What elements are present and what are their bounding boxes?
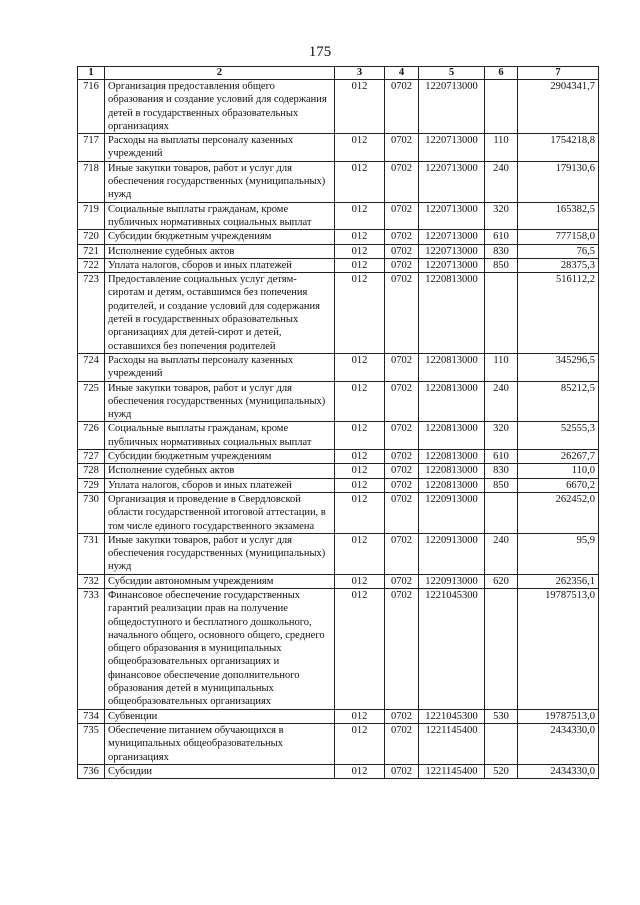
row-target-code: 1220813000 — [419, 353, 485, 381]
row-ministry-code: 012 — [335, 244, 385, 258]
row-expense-type — [485, 588, 518, 709]
header-row — [78, 67, 599, 80]
row-ministry-code: 012 — [335, 723, 385, 764]
row-expense-type — [485, 492, 518, 533]
table-row — [78, 381, 599, 422]
row-target-code: 1220713000 — [419, 258, 485, 272]
row-amount: 2434330,0 — [518, 723, 599, 764]
row-ministry-code: 012 — [335, 353, 385, 381]
row-target-code: 1220913000 — [419, 533, 485, 574]
row-section-code: 0702 — [385, 244, 419, 258]
row-name: Расходы на выплаты персоналу казенных учреждений — [105, 353, 335, 381]
row-expense-type: 240 — [485, 381, 518, 422]
row-section-code: 0702 — [385, 80, 419, 134]
row-section-code: 0702 — [385, 273, 419, 354]
row-name: Социальные выплаты гражданам, кроме публичных нормативных социальных выплат — [105, 422, 335, 450]
row-number: 724 — [78, 353, 105, 381]
row-section-code: 0702 — [385, 764, 419, 778]
row-target-code: 1220813000 — [419, 422, 485, 450]
table-row — [78, 450, 599, 464]
row-number: 735 — [78, 723, 105, 764]
row-ministry-code: 012 — [335, 450, 385, 464]
row-number: 723 — [78, 273, 105, 354]
row-target-code: 1220713000 — [419, 80, 485, 134]
row-section-code: 0702 — [385, 134, 419, 162]
table-row — [78, 588, 599, 709]
row-name: Финансовое обеспечение государственных гарантий реализации прав на получение общедоступного и бесплатного дошкольного, начального общего, основного общего, среднего общего образования в муниципальных общеобразовательных организациях и финансовое обеспечение дополнительного образования детей в муниципальных общеобразовательных организациях — [105, 588, 335, 709]
row-section-code: 0702 — [385, 588, 419, 709]
row-number: 731 — [78, 533, 105, 574]
row-ministry-code: 012 — [335, 588, 385, 709]
row-expense-type: 320 — [485, 202, 518, 230]
row-section-code: 0702 — [385, 574, 419, 588]
row-target-code: 1221145400 — [419, 723, 485, 764]
row-number: 734 — [78, 709, 105, 723]
row-amount: 110,0 — [518, 464, 599, 478]
row-amount: 2434330,0 — [518, 764, 599, 778]
row-target-code: 1221145400 — [419, 764, 485, 778]
row-ministry-code: 012 — [335, 422, 385, 450]
row-target-code: 1220713000 — [419, 134, 485, 162]
row-ministry-code: 012 — [335, 230, 385, 244]
row-amount: 26267,7 — [518, 450, 599, 464]
row-expense-type: 110 — [485, 353, 518, 381]
row-expense-type — [485, 80, 518, 134]
row-number: 719 — [78, 202, 105, 230]
row-target-code: 1220813000 — [419, 273, 485, 354]
row-number: 725 — [78, 381, 105, 422]
table-row — [78, 202, 599, 230]
row-amount: 19787513,0 — [518, 709, 599, 723]
row-target-code: 1220913000 — [419, 574, 485, 588]
row-number: 728 — [78, 464, 105, 478]
row-amount: 85212,5 — [518, 381, 599, 422]
row-expense-type: 850 — [485, 258, 518, 272]
row-amount: 52555,3 — [518, 422, 599, 450]
row-ministry-code: 012 — [335, 709, 385, 723]
row-target-code: 1220913000 — [419, 492, 485, 533]
row-expense-type: 110 — [485, 134, 518, 162]
row-amount: 165382,5 — [518, 202, 599, 230]
row-ministry-code: 012 — [335, 80, 385, 134]
row-target-code: 1220713000 — [419, 230, 485, 244]
row-number: 733 — [78, 588, 105, 709]
table-row — [78, 230, 599, 244]
row-section-code: 0702 — [385, 478, 419, 492]
row-target-code: 1220813000 — [419, 478, 485, 492]
row-number: 732 — [78, 574, 105, 588]
table-row — [78, 273, 599, 354]
row-ministry-code: 012 — [335, 533, 385, 574]
row-ministry-code: 012 — [335, 273, 385, 354]
row-name: Субсидии автономным учреждениям — [105, 574, 335, 588]
row-section-code: 0702 — [385, 492, 419, 533]
row-name: Исполнение судебных актов — [105, 244, 335, 258]
row-section-code: 0702 — [385, 723, 419, 764]
row-expense-type: 610 — [485, 450, 518, 464]
row-target-code: 1220813000 — [419, 464, 485, 478]
header-cell: 7 — [518, 67, 599, 80]
row-section-code: 0702 — [385, 230, 419, 244]
table-row — [78, 353, 599, 381]
row-number: 736 — [78, 764, 105, 778]
row-section-code: 0702 — [385, 450, 419, 464]
row-amount: 6670,2 — [518, 478, 599, 492]
row-target-code: 1220813000 — [419, 450, 485, 464]
row-expense-type: 240 — [485, 533, 518, 574]
row-section-code: 0702 — [385, 381, 419, 422]
row-name: Иные закупки товаров, работ и услуг для обеспечения государственных (муниципальных) нужд — [105, 533, 335, 574]
table-row — [78, 478, 599, 492]
row-name: Организация и проведение в Свердловской области государственной итоговой аттестации, в том числе единого государственного экзамена — [105, 492, 335, 533]
table-row — [78, 244, 599, 258]
header-cell: 6 — [485, 67, 518, 80]
table-row — [78, 258, 599, 272]
header-cell: 3 — [335, 67, 385, 80]
row-amount: 1754218,8 — [518, 134, 599, 162]
row-amount: 345296,5 — [518, 353, 599, 381]
row-ministry-code: 012 — [335, 764, 385, 778]
row-target-code: 1220713000 — [419, 161, 485, 202]
row-ministry-code: 012 — [335, 381, 385, 422]
header-cell: 4 — [385, 67, 419, 80]
row-ministry-code: 012 — [335, 161, 385, 202]
row-name: Субвенции — [105, 709, 335, 723]
row-section-code: 0702 — [385, 202, 419, 230]
row-amount: 777158,0 — [518, 230, 599, 244]
row-section-code: 0702 — [385, 258, 419, 272]
row-amount: 2904341,7 — [518, 80, 599, 134]
table-row — [78, 764, 599, 778]
row-number: 730 — [78, 492, 105, 533]
row-amount: 19787513,0 — [518, 588, 599, 709]
row-amount: 516112,2 — [518, 273, 599, 354]
row-amount: 28375,3 — [518, 258, 599, 272]
row-ministry-code: 012 — [335, 478, 385, 492]
row-ministry-code: 012 — [335, 464, 385, 478]
row-target-code: 1220713000 — [419, 244, 485, 258]
row-name: Предоставление социальных услуг детям-сиротам и детям, оставшимся без попечения родителей, и создание условий для содержания детей в государственных образовательных организациях для детей-сирот и детей, оставшихся без попечения родителей — [105, 273, 335, 354]
row-number: 716 — [78, 80, 105, 134]
header-cell: 1 — [78, 67, 105, 80]
row-name: Иные закупки товаров, работ и услуг для обеспечения государственных (муниципальных) нужд — [105, 161, 335, 202]
row-expense-type — [485, 273, 518, 354]
table-row — [78, 464, 599, 478]
row-expense-type: 520 — [485, 764, 518, 778]
row-name: Расходы на выплаты персоналу казенных учреждений — [105, 134, 335, 162]
row-section-code: 0702 — [385, 353, 419, 381]
row-name: Субсидии бюджетным учреждениям — [105, 450, 335, 464]
table-row — [78, 533, 599, 574]
row-name: Субсидии — [105, 764, 335, 778]
row-amount: 95,9 — [518, 533, 599, 574]
row-expense-type: 830 — [485, 464, 518, 478]
header-cell: 5 — [419, 67, 485, 80]
row-name: Уплата налогов, сборов и иных платежей — [105, 258, 335, 272]
table-row — [78, 80, 599, 134]
row-name: Организация предоставления общего образования и создание условий для содержания детей в государственных образовательных организациях — [105, 80, 335, 134]
row-section-code: 0702 — [385, 422, 419, 450]
table-row — [78, 161, 599, 202]
table-row — [78, 723, 599, 764]
row-number: 722 — [78, 258, 105, 272]
row-section-code: 0702 — [385, 464, 419, 478]
row-ministry-code: 012 — [335, 202, 385, 230]
row-target-code: 1220813000 — [419, 381, 485, 422]
row-number: 721 — [78, 244, 105, 258]
row-number: 720 — [78, 230, 105, 244]
row-number: 717 — [78, 134, 105, 162]
row-expense-type — [485, 723, 518, 764]
row-name: Социальные выплаты гражданам, кроме публичных нормативных социальных выплат — [105, 202, 335, 230]
row-name: Иные закупки товаров, работ и услуг для обеспечения государственных (муниципальных) нужд — [105, 381, 335, 422]
page-number: 175 — [308, 44, 332, 60]
row-section-code: 0702 — [385, 533, 419, 574]
row-number: 727 — [78, 450, 105, 464]
header-cell: 2 — [105, 67, 335, 80]
row-expense-type: 620 — [485, 574, 518, 588]
row-expense-type: 610 — [485, 230, 518, 244]
row-amount: 262356,1 — [518, 574, 599, 588]
table-row — [78, 134, 599, 162]
row-section-code: 0702 — [385, 161, 419, 202]
row-name: Исполнение судебных актов — [105, 464, 335, 478]
row-target-code: 1221045300 — [419, 588, 485, 709]
row-name: Уплата налогов, сборов и иных платежей — [105, 478, 335, 492]
row-ministry-code: 012 — [335, 134, 385, 162]
table-row — [78, 492, 599, 533]
row-expense-type: 320 — [485, 422, 518, 450]
row-amount: 76,5 — [518, 244, 599, 258]
row-expense-type: 530 — [485, 709, 518, 723]
table-row — [78, 422, 599, 450]
row-ministry-code: 012 — [335, 492, 385, 533]
row-ministry-code: 012 — [335, 258, 385, 272]
row-amount: 179130,6 — [518, 161, 599, 202]
row-number: 718 — [78, 161, 105, 202]
row-number: 729 — [78, 478, 105, 492]
row-expense-type: 830 — [485, 244, 518, 258]
row-section-code: 0702 — [385, 709, 419, 723]
row-expense-type: 240 — [485, 161, 518, 202]
row-name: Субсидии бюджетным учреждениям — [105, 230, 335, 244]
row-ministry-code: 012 — [335, 574, 385, 588]
table-row — [78, 709, 599, 723]
table-row — [78, 574, 599, 588]
row-number: 726 — [78, 422, 105, 450]
row-name: Обеспечение питанием обучающихся в муниципальных общеобразовательных организациях — [105, 723, 335, 764]
row-target-code: 1221045300 — [419, 709, 485, 723]
budget-table — [77, 66, 599, 779]
row-expense-type: 850 — [485, 478, 518, 492]
row-amount: 262452,0 — [518, 492, 599, 533]
row-target-code: 1220713000 — [419, 202, 485, 230]
